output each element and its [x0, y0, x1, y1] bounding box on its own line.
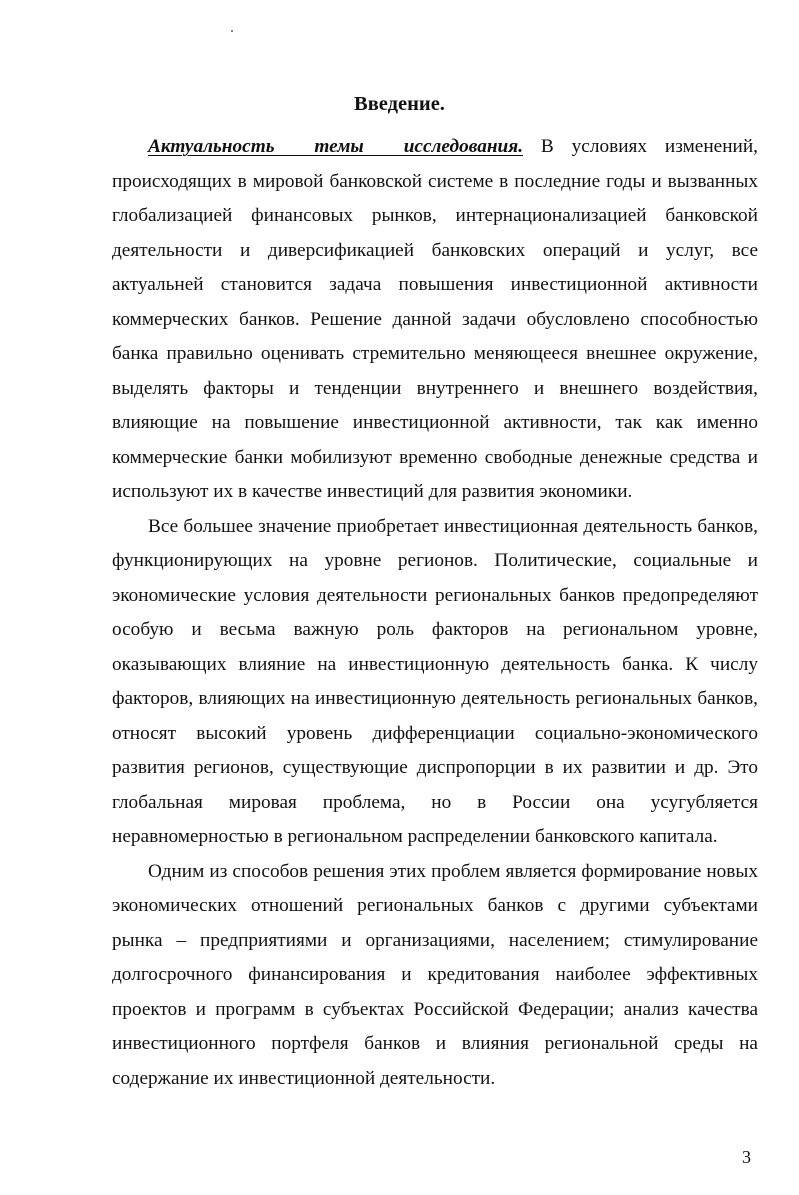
scan-speck [231, 30, 233, 32]
paragraph-1 [112, 130, 758, 510]
body-text [112, 130, 758, 1096]
section-heading: Введение. [354, 93, 445, 115]
page-number: 3 [742, 1147, 751, 1167]
paragraph-1-text: В условиях изменений, происходящих в мировой банковской системе в последние годы и вызванных глобализацией финансовых рынков, интернационализацией банковской деятельности и диверсификацией банковских операций и услуг, все актуальней становится задача повышения инвестиционной активности коммерческих банков. Решение данной задачи обусловлено способностью банка правильно оценивать стремительно меняющееся внешнее окружение, выделять факторы и тенденции внутреннего и внешнего воздействия, влияющие на повышение инвестиционной активности, так как именно коммерческие банки мобилизуют временно свободные денежные средства и используют их в качестве инвестиций для развития экономики. [112, 136, 758, 502]
paragraph-2: Все большее значение приобретает инвестиционная деятельность банков, функционирующих на уровне регионов. Политические, социальные и экономические условия деятельности региональных банков предопределяют особую и весьма важную роль факторов на региональном уровне, оказывающих влияние на инвестиционную деятельность банка. К числу факторов, влияющих на инвестиционную деятельность региональных банков, относят высокий уровень дифференциации социально-экономического развития регионов, существующие диспропорции в их развитии и др. Это глобальная мировая проблема, но в России она усугубляется неравномерностью в региональном распределении банковского капитала. [112, 515, 758, 847]
paragraph-lead: Актуальность темы исследования. [148, 136, 524, 157]
paragraph-3: Одним из способов решения этих проблем является формирование новых экономических отношений региональных банков с другими субъектами рынка – предприятиями и организациями, населением; стимулирование долгосрочного финансирования и кредитования наиболее эффективных проектов и программ в субъектах Российской Федерации; анализ качества инвестиционного портфеля банков и влияния региональной среды на содержание их инвестиционной деятельности. [112, 860, 758, 1089]
